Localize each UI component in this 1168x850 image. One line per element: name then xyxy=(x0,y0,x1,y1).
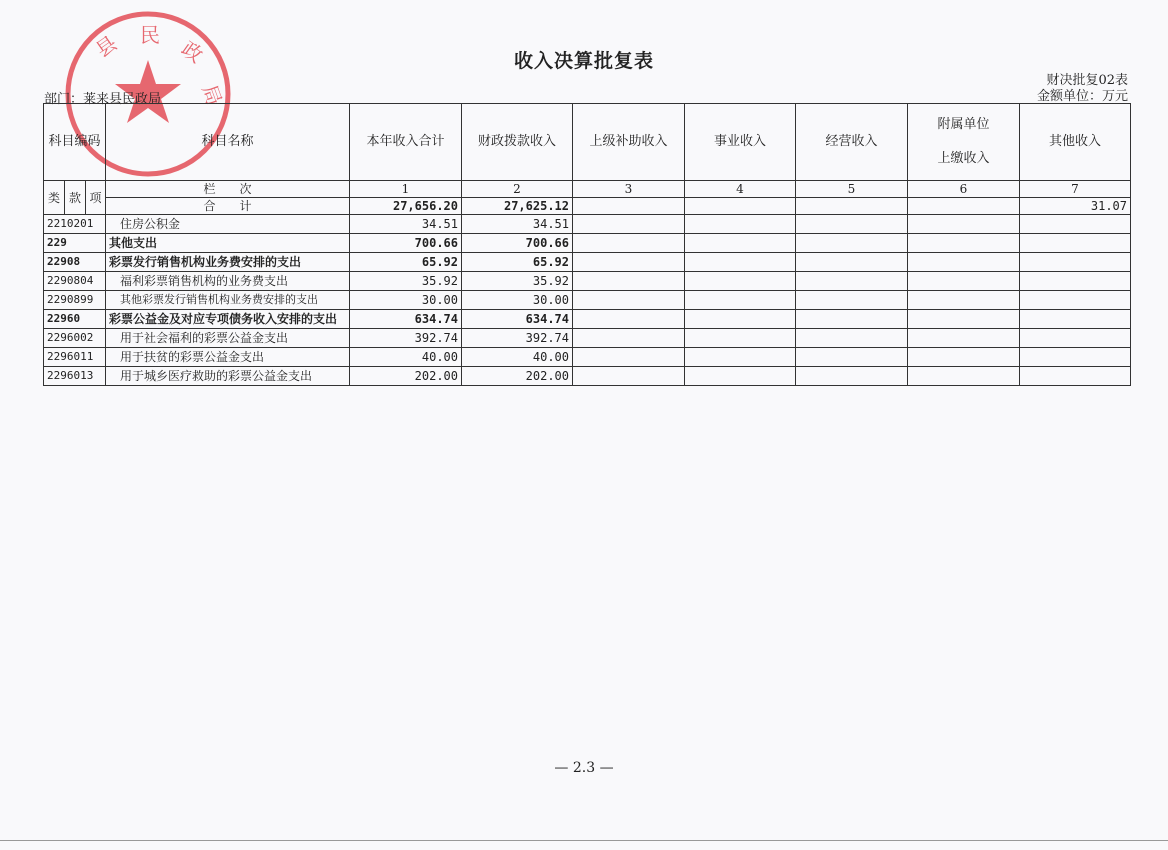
fiscal-income-cell: 34.51 xyxy=(462,215,573,234)
fiscal-income-cell: 40.00 xyxy=(462,348,573,367)
income-final-accounts-table xyxy=(43,103,1131,386)
affiliate-income-cell xyxy=(908,253,1020,272)
subject-name: 福利彩票销售机构的业务费支出 xyxy=(106,272,350,291)
total-income-cell: 202.00 xyxy=(350,367,462,386)
column-index-3: 3 xyxy=(573,181,685,198)
fiscal-income-cell: 202.00 xyxy=(462,367,573,386)
header-subject-code: 科目编码 xyxy=(44,104,106,181)
subject-name: 住房公积金 xyxy=(106,215,350,234)
subject-code: 229 xyxy=(44,234,106,253)
header-total-income: 本年收入合计 xyxy=(350,104,462,181)
column-index-4: 4 xyxy=(685,181,796,198)
affiliate-income-cell xyxy=(908,272,1020,291)
fiscal-income-cell: 30.00 xyxy=(462,291,573,310)
column-index-6: 6 xyxy=(908,181,1020,198)
fiscal-income-cell: 35.92 xyxy=(462,272,573,291)
business-income-cell xyxy=(685,348,796,367)
svg-text:政: 政 xyxy=(177,36,208,68)
subject-code: 2296013 xyxy=(44,367,106,386)
header-subject-name: 科目名称 xyxy=(106,104,350,181)
svg-text:县: 县 xyxy=(91,30,122,63)
operating-income-cell xyxy=(796,329,908,348)
superior-subsidy-cell xyxy=(573,234,685,253)
header-xiang: 项 xyxy=(86,181,106,215)
other-income-cell xyxy=(1020,215,1131,234)
total-row xyxy=(44,198,1131,215)
column-index-row xyxy=(44,181,1131,198)
other-income-cell xyxy=(1020,329,1131,348)
subject-code: 22960 xyxy=(44,310,106,329)
total-income-cell: 35.92 xyxy=(350,272,462,291)
business-income-cell xyxy=(685,253,796,272)
total-income-cell: 30.00 xyxy=(350,291,462,310)
subject-name: 用于城乡医疗救助的彩票公益金支出 xyxy=(106,367,350,386)
table-row xyxy=(44,253,1131,272)
business-income-cell xyxy=(685,291,796,310)
fiscal-income-cell: 392.74 xyxy=(462,329,573,348)
column-index-2: 2 xyxy=(462,181,573,198)
other-income-cell xyxy=(1020,367,1131,386)
header-other-income: 其他收入 xyxy=(1020,104,1131,181)
operating-income-cell xyxy=(796,272,908,291)
total-income-value: 27,656.20 xyxy=(350,198,462,215)
superior-subsidy-cell xyxy=(573,367,685,386)
subject-code: 2290899 xyxy=(44,291,106,310)
affiliate-income-cell xyxy=(908,329,1020,348)
superior-subsidy-cell xyxy=(573,215,685,234)
other-income-cell xyxy=(1020,272,1131,291)
table-row xyxy=(44,310,1131,329)
total-income-cell: 392.74 xyxy=(350,329,462,348)
svg-text:民: 民 xyxy=(140,23,160,47)
report-title: 收入决算批复表 xyxy=(513,50,654,72)
subject-code: 2296002 xyxy=(44,329,106,348)
page-number: — 2.3 — xyxy=(554,760,614,776)
operating-income-cell xyxy=(796,310,908,329)
affiliate-income-cell xyxy=(908,291,1020,310)
header-affiliate-line1: 附属单位 xyxy=(937,117,990,132)
header-superior-subsidy: 上级补助收入 xyxy=(573,104,685,181)
fiscal-income-cell: 634.74 xyxy=(462,310,573,329)
subject-code: 2210201 xyxy=(44,215,106,234)
operating-income-cell xyxy=(796,367,908,386)
operating-income-cell xyxy=(796,253,908,272)
other-income-cell xyxy=(1020,291,1131,310)
total-income-cell: 34.51 xyxy=(350,215,462,234)
table-row xyxy=(44,272,1131,291)
svg-text:局: 局 xyxy=(197,81,227,109)
superior-subsidy-cell xyxy=(573,253,685,272)
subject-name: 用于社会福利的彩票公益金支出 xyxy=(106,329,350,348)
scan-edge-line xyxy=(0,840,1168,841)
total-income-cell: 40.00 xyxy=(350,348,462,367)
other-income-cell xyxy=(1020,348,1131,367)
other-income-cell xyxy=(1020,253,1131,272)
form-number: 财决批复02表 xyxy=(1046,73,1128,88)
affiliate-income-cell xyxy=(908,348,1020,367)
operating-income-cell xyxy=(796,215,908,234)
table-row xyxy=(44,329,1131,348)
other-income-cell xyxy=(1020,234,1131,253)
other-income-cell xyxy=(1020,310,1131,329)
total-other-value: 31.07 xyxy=(1020,198,1131,215)
subject-name: 彩票发行销售机构业务费安排的支出 xyxy=(106,253,350,272)
affiliate-income-cell xyxy=(908,234,1020,253)
subject-name: 其他彩票发行销售机构业务费安排的支出 xyxy=(106,291,350,310)
affiliate-income-cell xyxy=(908,367,1020,386)
subject-code: 2296011 xyxy=(44,348,106,367)
total-income-cell: 65.92 xyxy=(350,253,462,272)
header-lei: 类 xyxy=(44,181,65,215)
business-income-cell xyxy=(685,310,796,329)
header-kuan: 款 xyxy=(65,181,86,215)
subject-code: 22908 xyxy=(44,253,106,272)
header-business-income: 事业收入 xyxy=(685,104,796,181)
header-fiscal-income: 财政拨款收入 xyxy=(462,104,573,181)
column-index-label: 栏 次 xyxy=(106,181,350,198)
business-income-cell xyxy=(685,329,796,348)
table-header-row xyxy=(44,104,1131,181)
column-index-1: 1 xyxy=(350,181,462,198)
affiliate-income-cell xyxy=(908,310,1020,329)
amount-unit: 金额单位：万元 xyxy=(1036,89,1128,104)
business-income-cell xyxy=(685,272,796,291)
table-row xyxy=(44,215,1131,234)
superior-subsidy-cell xyxy=(573,310,685,329)
total-fiscal-value: 27,625.12 xyxy=(462,198,573,215)
subject-code: 2290804 xyxy=(44,272,106,291)
header-affiliate-income xyxy=(908,104,1020,181)
table-row xyxy=(44,234,1131,253)
subject-name: 彩票公益金及对应专项债务收入安排的支出 xyxy=(106,310,350,329)
operating-income-cell xyxy=(796,348,908,367)
affiliate-income-cell xyxy=(908,215,1020,234)
table-row xyxy=(44,367,1131,386)
table-row xyxy=(44,291,1131,310)
column-index-7: 7 xyxy=(1020,181,1131,198)
total-label: 合 计 xyxy=(106,198,350,215)
subject-name: 其他支出 xyxy=(106,234,350,253)
header-operating-income: 经营收入 xyxy=(796,104,908,181)
fiscal-income-cell: 700.66 xyxy=(462,234,573,253)
superior-subsidy-cell xyxy=(573,348,685,367)
operating-income-cell xyxy=(796,234,908,253)
business-income-cell xyxy=(685,234,796,253)
department-label: 部门：莱来县民政局 xyxy=(44,92,162,107)
total-income-cell: 700.66 xyxy=(350,234,462,253)
column-index-5: 5 xyxy=(796,181,908,198)
superior-subsidy-cell xyxy=(573,329,685,348)
operating-income-cell xyxy=(796,291,908,310)
superior-subsidy-cell xyxy=(573,272,685,291)
header-affiliate-line2: 上缴收入 xyxy=(937,151,990,166)
fiscal-income-cell: 65.92 xyxy=(462,253,573,272)
table-row xyxy=(44,348,1131,367)
business-income-cell xyxy=(685,367,796,386)
subject-name: 用于扶贫的彩票公益金支出 xyxy=(106,348,350,367)
total-income-cell: 634.74 xyxy=(350,310,462,329)
business-income-cell xyxy=(685,215,796,234)
superior-subsidy-cell xyxy=(573,291,685,310)
